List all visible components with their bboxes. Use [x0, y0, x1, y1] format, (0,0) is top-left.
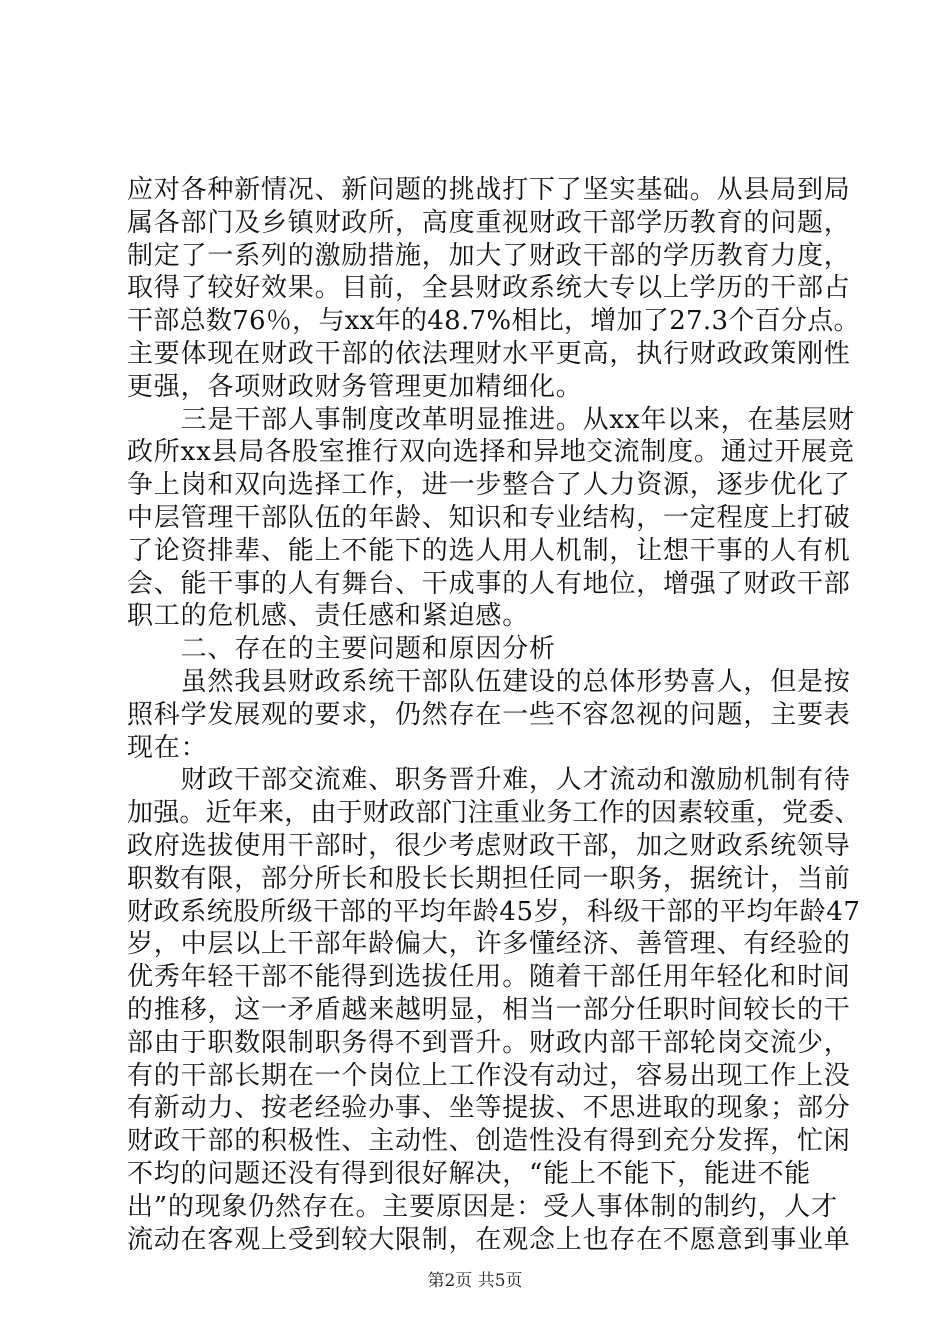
text-line: 取得了较好效果。目前，全县财政系统大专以上学历的干部占	[127, 273, 851, 304]
text-line: 有的干部长期在一个岗位上工作没有动过，容易出现工作上没	[127, 1060, 851, 1091]
text-line: 干部总数76％，与xx年的48.7%相比，增加了27.3个百分点。	[127, 306, 860, 337]
text-line: 应对各种新情况、新问题的挑战打下了坚实基础。从县局到局	[127, 175, 851, 205]
text-line: 职数有限，部分所长和股长长期担任同一职务，据统计，当前	[127, 863, 851, 894]
text-line: 有新动力、按老经验办事、坐等提拔、不思进取的现象；部分	[127, 1093, 851, 1124]
text-line: 会、能干事的人有舞台、干成事的人有地位，增强了财政干部	[127, 568, 851, 599]
text-line: 三是干部人事制度改革明显推进。从xx年以来，在基层财	[127, 404, 855, 435]
text-line: 争上岗和双向选择工作，进一步整合了人力资源，逐步优化了	[127, 470, 851, 501]
body-text	[127, 174, 862, 1256]
text-line: 了论资排辈、能上不能下的选人用人机制，让想干事的人有机	[127, 535, 851, 566]
text-line: 岁，中层以上干部年龄偏大，许多懂经济、善管理、有经验的	[127, 929, 851, 960]
page-number: 第2页 共5页	[427, 1271, 523, 1291]
text-line: 虽然我县财政系统干部队伍建设的总体形势喜人，但是按	[127, 666, 851, 697]
text-line: 职工的危机感、责任感和紧迫感。	[127, 601, 530, 632]
text-line: 出”的现象仍然存在。主要原因是：受人事体制的制约，人才	[127, 1191, 838, 1222]
text-line: 加强。近年来，由于财政部门注重业务工作的因素较重，党委、	[127, 798, 861, 829]
text-line: 不均的问题还没有得到很好解决，“能上不能下，能进不能	[127, 1158, 812, 1189]
section-heading: 二、存在的主要问题和原因分析	[127, 634, 556, 665]
text-line: 财政干部的积极性、主动性、创造性没有得到充分发挥，忙闲	[127, 1126, 851, 1157]
text-line: 现在：	[127, 732, 208, 763]
text-line: 部由于职数限制职务得不到晋升。财政内部干部轮岗交流少，	[127, 1027, 851, 1058]
text-line: 中层管理干部队伍的年龄、知识和专业结构，一定程度上打破	[127, 502, 851, 533]
text-line: 主要体现在财政干部的依法理财水平更高，执行财政政策刚性	[127, 338, 851, 369]
text-line: 更强，各项财政财务管理更加精细化。	[127, 371, 583, 402]
text-line: 财政干部交流难、职务晋升难，人才流动和激励机制有待	[127, 765, 851, 796]
text-line: 财政系统股所级干部的平均年龄45岁，科级干部的平均年龄47	[127, 896, 861, 927]
text-line: 政府选拔使用干部时，很少考虑财政干部，加之财政系统领导	[127, 830, 851, 861]
text-line: 的推移，这一矛盾越来越明显，相当一部分任职时间较长的干	[127, 994, 851, 1025]
text-line: 流动在客观上受到较大限制，在观念上也存在不愿意到事业单	[127, 1224, 851, 1255]
text-line: 优秀年轻干部不能得到选拔任用。随着干部任用年轻化和时间	[127, 962, 851, 993]
text-line: 属各部门及乡镇财政所，高度重视财政干部学历教育的问题，	[127, 207, 851, 238]
text-line: 制定了一系列的激励措施，加大了财政干部的学历教育力度，	[127, 240, 851, 271]
text-line: 照科学发展观的要求，仍然存在一些不容忽视的问题，主要表	[127, 699, 851, 730]
text-line: 政所xx县局各股室推行双向选择和异地交流制度。通过开展竞	[127, 437, 855, 468]
